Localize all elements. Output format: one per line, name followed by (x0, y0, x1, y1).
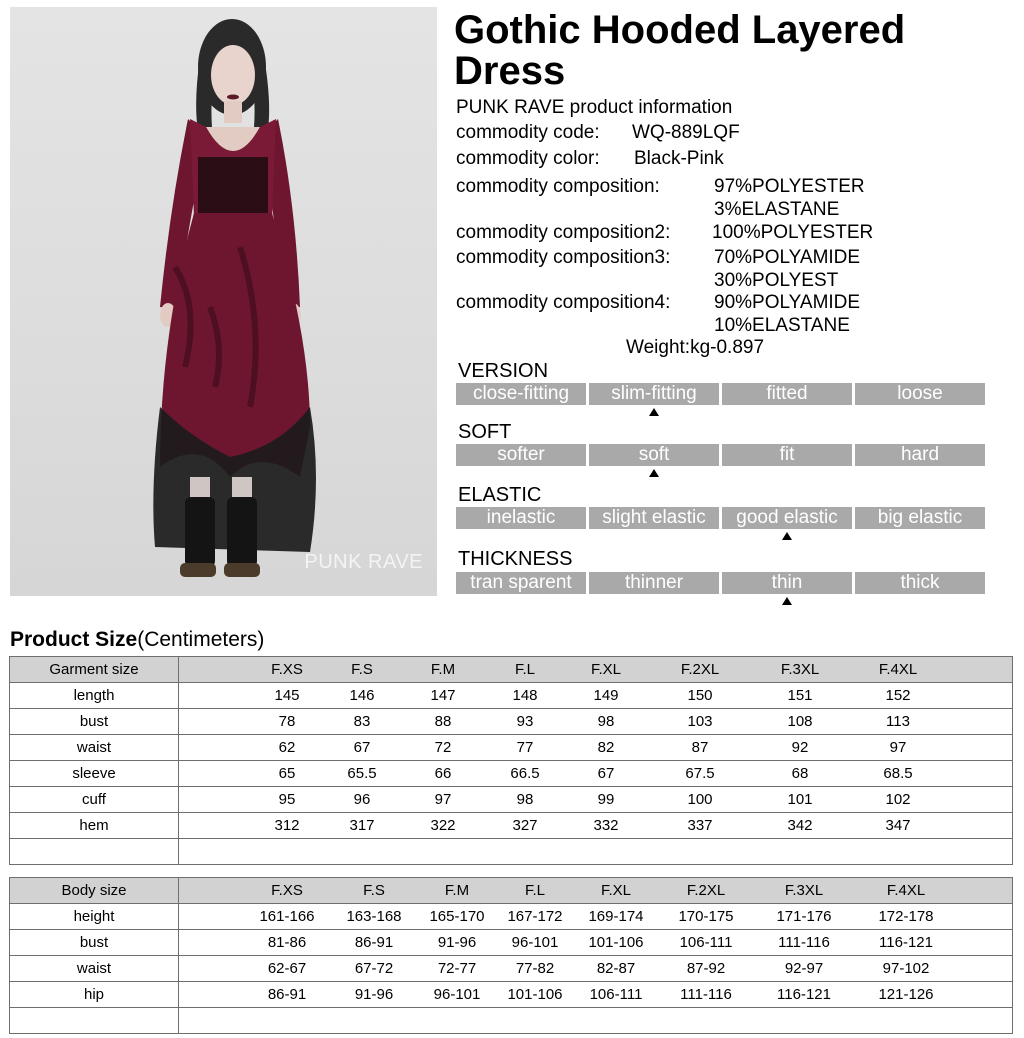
table-cell: F.L (514, 661, 536, 678)
table-cell: 113 (886, 713, 910, 730)
info-value: 100%POLYESTER (712, 222, 874, 243)
table-cell: 149 (593, 687, 619, 704)
table-cell: 165-170 (429, 908, 485, 925)
info-row-color (456, 148, 724, 170)
row-values (179, 904, 1013, 930)
scale-label: ELASTIC (458, 484, 542, 506)
table-cell: F.3XL (784, 882, 824, 899)
table-cell: 93 (516, 713, 534, 730)
scale-selected-marker (649, 469, 659, 477)
table-cell: 77-82 (515, 960, 555, 977)
info-value: 90%POLYAMIDE (714, 292, 861, 313)
table-cell: 101-106 (588, 934, 644, 951)
table-cell: F.S (363, 882, 385, 899)
row-values (179, 813, 1013, 839)
row-label (10, 1008, 179, 1034)
table-cell: 98 (597, 713, 615, 730)
table-cell: 86-91 (354, 934, 394, 951)
scale-option: inelastic (456, 507, 586, 529)
table-cell: F.2XL (686, 882, 726, 899)
scale-option: big elastic (855, 507, 985, 529)
row-label: hem (10, 813, 179, 839)
table-cell: 312 (274, 817, 300, 834)
table-cell: 96-101 (433, 986, 481, 1003)
table-cell: 91-96 (437, 934, 477, 951)
table-cell: 108 (787, 713, 813, 730)
table-header-row (10, 657, 1013, 683)
table-cell: 150 (687, 687, 713, 704)
table-cell: 170-175 (678, 908, 734, 925)
watermark: PUNK RAVE (304, 551, 423, 573)
table-row (10, 761, 1013, 787)
table-cell: 167-172 (507, 908, 563, 925)
table-cell: 111-116 (778, 934, 830, 951)
table-cell: F.L (524, 882, 546, 899)
scale-selected-marker (782, 597, 792, 605)
table-cell: 62 (278, 739, 296, 756)
table-cell: F.4XL (886, 882, 926, 899)
table-cell: 87-92 (686, 960, 726, 977)
table-cell: 86-91 (267, 986, 307, 1003)
table-cell: 101 (787, 791, 813, 808)
table-cell: F.4XL (878, 661, 918, 678)
info-label: commodity composition4: (456, 292, 671, 313)
info-header: PUNK RAVE product information (456, 97, 733, 118)
row-values (179, 761, 1013, 787)
table-cell: 172-178 (878, 908, 934, 925)
table-cell: 92-97 (784, 960, 824, 977)
table-cell: F.S (351, 661, 373, 678)
info-row-composition4 (456, 292, 861, 336)
table-cell: 81-86 (267, 934, 307, 951)
info-value-2: 3%ELASTANE (714, 199, 840, 220)
table-cell: 148 (512, 687, 538, 704)
table-cell: 97 (434, 791, 452, 808)
info-row-composition2 (456, 222, 874, 244)
table-empty-row (10, 1008, 1013, 1034)
table-cell: 72 (434, 739, 452, 756)
scale-option: good elastic (722, 507, 852, 529)
table-cell: 68 (791, 765, 809, 782)
table-cell: 97-102 (882, 960, 930, 977)
table-cell: 66 (434, 765, 452, 782)
scale-option: hard (855, 444, 985, 466)
info-row-code (456, 122, 740, 144)
table-cell: 161-166 (259, 908, 315, 925)
table-cell: 82 (597, 739, 615, 756)
table-cell: F.XL (590, 661, 622, 678)
table-cell: 97 (889, 739, 907, 756)
table-cell: 78 (278, 713, 296, 730)
table-cell: 171-176 (776, 908, 832, 925)
table-cell: 67.5 (685, 765, 715, 782)
table-cell: 332 (593, 817, 619, 834)
row-values (179, 878, 1013, 904)
scale-option: fit (722, 444, 852, 466)
row-values (179, 787, 1013, 813)
row-label (10, 839, 179, 865)
info-value-2: 10%ELASTANE (714, 315, 850, 336)
row-label: length (10, 683, 179, 709)
table-row (10, 813, 1013, 839)
garment-size-table (9, 656, 1013, 865)
table-cell: F.2XL (680, 661, 720, 678)
table-cell: 347 (885, 817, 911, 834)
info-value-2: 30%POLYEST (714, 270, 839, 291)
info-row-composition (456, 176, 865, 220)
scale-selected-marker (649, 408, 659, 416)
weight (626, 337, 764, 359)
table-cell: 87 (691, 739, 709, 756)
scale-option: loose (855, 383, 985, 405)
scale-option: slight elastic (589, 507, 719, 529)
table-cell: 67 (353, 739, 371, 756)
table-cell: 65.5 (347, 765, 377, 782)
table-cell: 116-121 (777, 986, 831, 1003)
table-cell: F.XL (600, 882, 632, 899)
row-label: height (10, 904, 179, 930)
table-row (10, 787, 1013, 813)
info-label: commodity composition: (456, 176, 660, 197)
row-values (179, 982, 1013, 1008)
table-cell: 99 (597, 791, 615, 808)
row-label: Garment size (10, 657, 179, 683)
table-cell: 337 (687, 817, 713, 834)
table-cell: 317 (349, 817, 375, 834)
table-cell: 322 (430, 817, 456, 834)
table-cell: 342 (787, 817, 813, 834)
table-cell: 102 (885, 791, 911, 808)
table-row (10, 904, 1013, 930)
table-cell: 327 (512, 817, 538, 834)
info-label: commodity composition3: (456, 247, 671, 268)
table-cell: 163-168 (346, 908, 402, 925)
row-label: bust (10, 930, 179, 956)
table-cell: 67 (597, 765, 615, 782)
table-header-row (10, 878, 1013, 904)
table-cell: 145 (274, 687, 300, 704)
table-cell: 146 (349, 687, 375, 704)
table-cell: 91-96 (354, 986, 394, 1003)
info-label: commodity color: (456, 148, 600, 169)
table-row (10, 709, 1013, 735)
table-cell: 111-116 (680, 986, 732, 1003)
table-cell: 100 (687, 791, 713, 808)
table-cell: F.M (430, 661, 456, 678)
product-photo (10, 7, 437, 596)
table-cell: 82-87 (596, 960, 636, 977)
weight-label: Weight: (626, 337, 691, 358)
table-cell: F.M (444, 882, 470, 899)
row-label: cuff (10, 787, 179, 813)
table-cell: 96 (353, 791, 371, 808)
table-cell: 65 (278, 765, 296, 782)
table-cell: F.XS (271, 661, 303, 678)
row-label: waist (10, 956, 179, 982)
size-title-bold: Product Size (10, 628, 138, 651)
table-cell: 151 (787, 687, 813, 704)
row-label: waist (10, 735, 179, 761)
row-values (179, 735, 1013, 761)
table-cell: 95 (278, 791, 296, 808)
row-values (179, 683, 1013, 709)
row-values (179, 956, 1013, 982)
table-cell: 96-101 (511, 934, 559, 951)
table-row (10, 930, 1013, 956)
table-cell: 103 (687, 713, 713, 730)
scale-option: tran sparent (456, 572, 586, 594)
table-row (10, 956, 1013, 982)
product-title: Gothic Hooded Layered Dress (454, 8, 906, 93)
table-cell: 83 (353, 713, 371, 730)
model-illustration (10, 7, 437, 596)
row-values (179, 1008, 1013, 1034)
scale-option: fitted (722, 383, 852, 405)
table-row (10, 683, 1013, 709)
info-label: commodity code: (456, 122, 600, 143)
table-cell: 106-111 (589, 986, 643, 1003)
scale-option: thin (722, 572, 852, 594)
table-cell: 72-77 (437, 960, 477, 977)
table-row (10, 735, 1013, 761)
scale-option: soft (589, 444, 719, 466)
table-cell: 62-67 (267, 960, 307, 977)
table-cell: 147 (430, 687, 456, 704)
row-values (179, 657, 1013, 683)
table-cell: 66.5 (510, 765, 540, 782)
row-label: bust (10, 709, 179, 735)
table-empty-row (10, 839, 1013, 865)
info-value: 97%POLYESTER (714, 176, 865, 197)
scale-label: THICKNESS (458, 548, 573, 570)
row-values (179, 709, 1013, 735)
table-cell: 106-111 (679, 934, 733, 951)
table-cell: 68.5 (883, 765, 913, 782)
info-value: WQ-889LQF (632, 122, 740, 143)
scale-label: SOFT (458, 421, 512, 443)
body-size-table (9, 877, 1013, 1034)
info-value: 70%POLYAMIDE (714, 247, 861, 268)
table-cell: 67-72 (354, 960, 394, 977)
scale-option: close-fitting (456, 383, 586, 405)
scale-option: softer (456, 444, 586, 466)
scale-label: VERSION (458, 360, 549, 382)
row-label: Body size (10, 878, 179, 904)
table-cell: 169-174 (588, 908, 644, 925)
info-value: Black-Pink (634, 148, 724, 169)
scale-option: thinner (589, 572, 719, 594)
scale-option: thick (855, 572, 985, 594)
scale-selected-marker (782, 532, 792, 540)
product-size-title (10, 628, 264, 652)
info-label: commodity composition2: (456, 222, 671, 243)
table-cell: 152 (885, 687, 911, 704)
table-cell: 88 (434, 713, 452, 730)
table-cell: 116-121 (879, 934, 933, 951)
table-cell: F.XS (271, 882, 303, 899)
info-row-composition3 (456, 247, 861, 291)
scale-option: slim-fitting (589, 383, 719, 405)
row-label: hip (10, 982, 179, 1008)
row-values (179, 839, 1013, 865)
table-cell: 98 (516, 791, 534, 808)
table-cell: 101-106 (507, 986, 563, 1003)
weight-value: kg-0.897 (690, 337, 765, 358)
row-values (179, 930, 1013, 956)
table-cell: 121-126 (878, 986, 934, 1003)
table-cell: 92 (791, 739, 809, 756)
table-cell: F.3XL (780, 661, 820, 678)
size-title-unit: (Centimeters) (137, 628, 265, 651)
row-label: sleeve (10, 761, 179, 787)
table-cell: 77 (516, 739, 534, 756)
table-row (10, 982, 1013, 1008)
